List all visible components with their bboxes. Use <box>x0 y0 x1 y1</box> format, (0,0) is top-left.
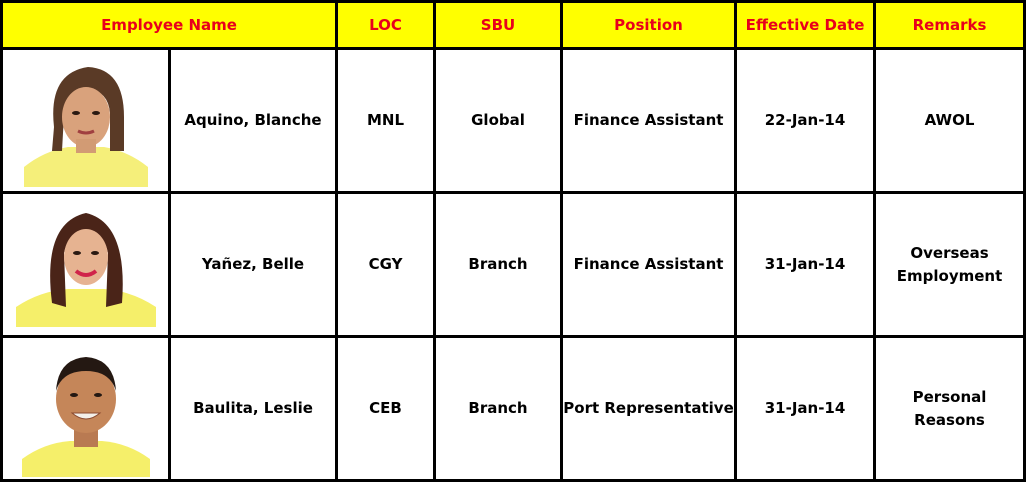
sbu-cell: Global <box>435 49 562 193</box>
effective-date-cell: 31-Jan-14 <box>736 193 875 337</box>
loc-cell: CEB <box>337 337 435 481</box>
employee-photo-female <box>24 55 148 187</box>
header-employee-name: Employee Name <box>2 2 337 49</box>
table-row <box>2 337 1025 481</box>
header-sbu: SBU <box>435 2 562 49</box>
table-row <box>2 49 1025 193</box>
remarks-cell: Overseas Employment <box>875 193 1025 337</box>
header-position: Position <box>562 2 736 49</box>
loc-cell: MNL <box>337 49 435 193</box>
employee-photo-female <box>16 203 156 327</box>
remarks-cell: AWOL <box>875 49 1025 193</box>
loc-cell: CGY <box>337 193 435 337</box>
effective-date-cell: 22-Jan-14 <box>736 49 875 193</box>
position-cell: Finance Assistant <box>562 193 736 337</box>
table-row <box>2 193 1025 337</box>
photo-cell <box>2 49 170 193</box>
header-remarks: Remarks <box>875 2 1025 49</box>
employee-name: Baulita, Leslie <box>170 337 337 481</box>
position-cell: Port Representative <box>562 337 736 481</box>
header-loc: LOC <box>337 2 435 49</box>
sbu-cell: Branch <box>435 337 562 481</box>
header-effective-date: Effective Date <box>736 2 875 49</box>
position-cell: Finance Assistant <box>562 49 736 193</box>
employee-name: Aquino, Blanche <box>170 49 337 193</box>
remarks-cell: Personal Reasons <box>875 337 1025 481</box>
effective-date-cell: 31-Jan-14 <box>736 337 875 481</box>
employee-photo-male <box>22 341 150 477</box>
photo-cell <box>2 337 170 481</box>
employee-name: Yañez, Belle <box>170 193 337 337</box>
sbu-cell: Branch <box>435 193 562 337</box>
header-row <box>2 2 1025 49</box>
photo-cell <box>2 193 170 337</box>
